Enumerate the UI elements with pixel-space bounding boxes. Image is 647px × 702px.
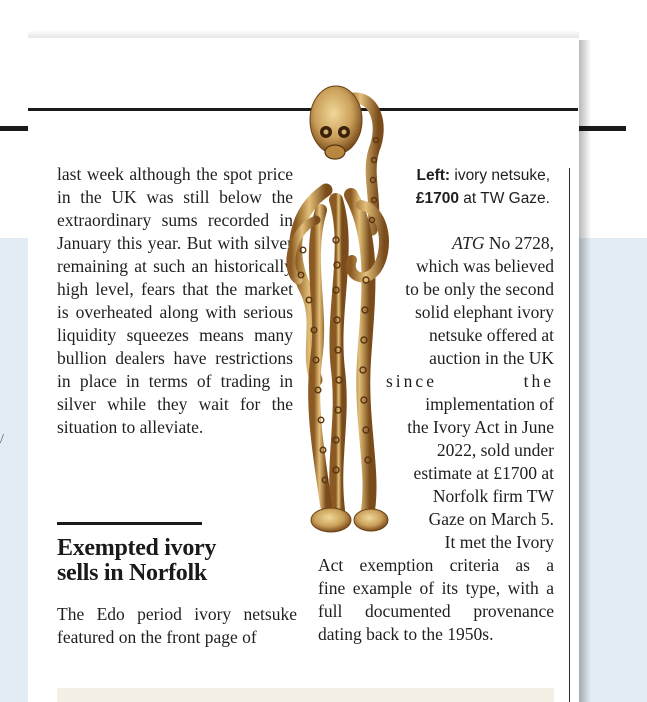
text-line: price in the UK was still: [57, 164, 293, 207]
text-line: this year. But with silver: [116, 233, 293, 253]
text-line: estimate at £1700 at: [413, 463, 554, 483]
heading-line: sells in Norfolk: [57, 560, 207, 586]
tentacle-tip: [311, 508, 351, 532]
text-line: The Edo period ivory netsuke: [57, 604, 297, 624]
text-line: historically high level, fears: [57, 256, 293, 299]
text-line: netsuke offered at: [428, 325, 554, 345]
caption-text: at TW Gaze.: [458, 190, 550, 207]
text-line: that the market is overheated: [57, 279, 294, 322]
text-line: solid elephant ivory: [414, 302, 554, 322]
text-line: below the extraordinary: [57, 187, 294, 230]
text-line: Norfolk firm TW: [432, 486, 554, 506]
text-line: Gaze on March 5.: [428, 509, 554, 529]
text-line: since the: [386, 371, 554, 391]
text-line: fine example of its type, with a: [318, 578, 554, 598]
article-left-column: [57, 163, 293, 439]
text-line: Act exemption criteria as a: [318, 555, 554, 575]
article-paragraph: [57, 163, 293, 439]
column-rule: [569, 168, 570, 702]
text-line: last week although the spot: [57, 164, 253, 184]
text-line: to be only the second: [405, 279, 554, 299]
text-line: which was believed: [415, 256, 554, 276]
caption-price: £1700: [415, 190, 459, 207]
text-line: place in terms of trading in: [79, 371, 293, 391]
text-line: situation to alleviate.: [57, 417, 204, 437]
text-line: full documented provenance: [318, 601, 554, 621]
text-line: implementation of: [425, 394, 554, 414]
text-line: ATG No 2728,: [452, 233, 554, 253]
caption-text: ivory netsuke,: [450, 167, 550, 184]
tentacle: [336, 200, 342, 510]
text-line: dating back to the 1950s.: [318, 624, 494, 644]
text-line: silver while they wait for the: [57, 394, 293, 414]
text-line: It met the Ivory: [444, 532, 554, 552]
text-line: the Ivory Act in June: [407, 417, 554, 437]
text-line: dealers have restrictions in: [57, 348, 293, 391]
text-line: featured on the front page of: [57, 627, 257, 647]
text-line: squeezes means many bullion: [57, 325, 294, 368]
heading-line: Exempted ivory: [57, 535, 217, 561]
margin-mark: /: [0, 432, 4, 447]
text-line: along with serious liquidity: [57, 302, 293, 345]
text-line: remaining at such an: [57, 256, 208, 276]
text-line: sums recorded in January: [57, 210, 293, 253]
caption-label: Left:: [416, 167, 451, 184]
heading-rule: [57, 522, 202, 525]
second-paragraph: [57, 603, 297, 649]
image-caption: [392, 164, 550, 210]
publication-ref: ATG: [452, 233, 485, 253]
sidebar-box: [57, 688, 554, 702]
section-heading: [57, 536, 287, 586]
tentacle-tip: [354, 509, 388, 531]
octopus-netsuke-image: [276, 80, 396, 540]
octopus-head: [310, 86, 362, 154]
text-line: auction in the UK: [429, 348, 554, 368]
text-line: 2022, sold under: [436, 440, 554, 460]
page-shadow-right: [579, 40, 591, 702]
octopus-mouth: [325, 145, 345, 159]
